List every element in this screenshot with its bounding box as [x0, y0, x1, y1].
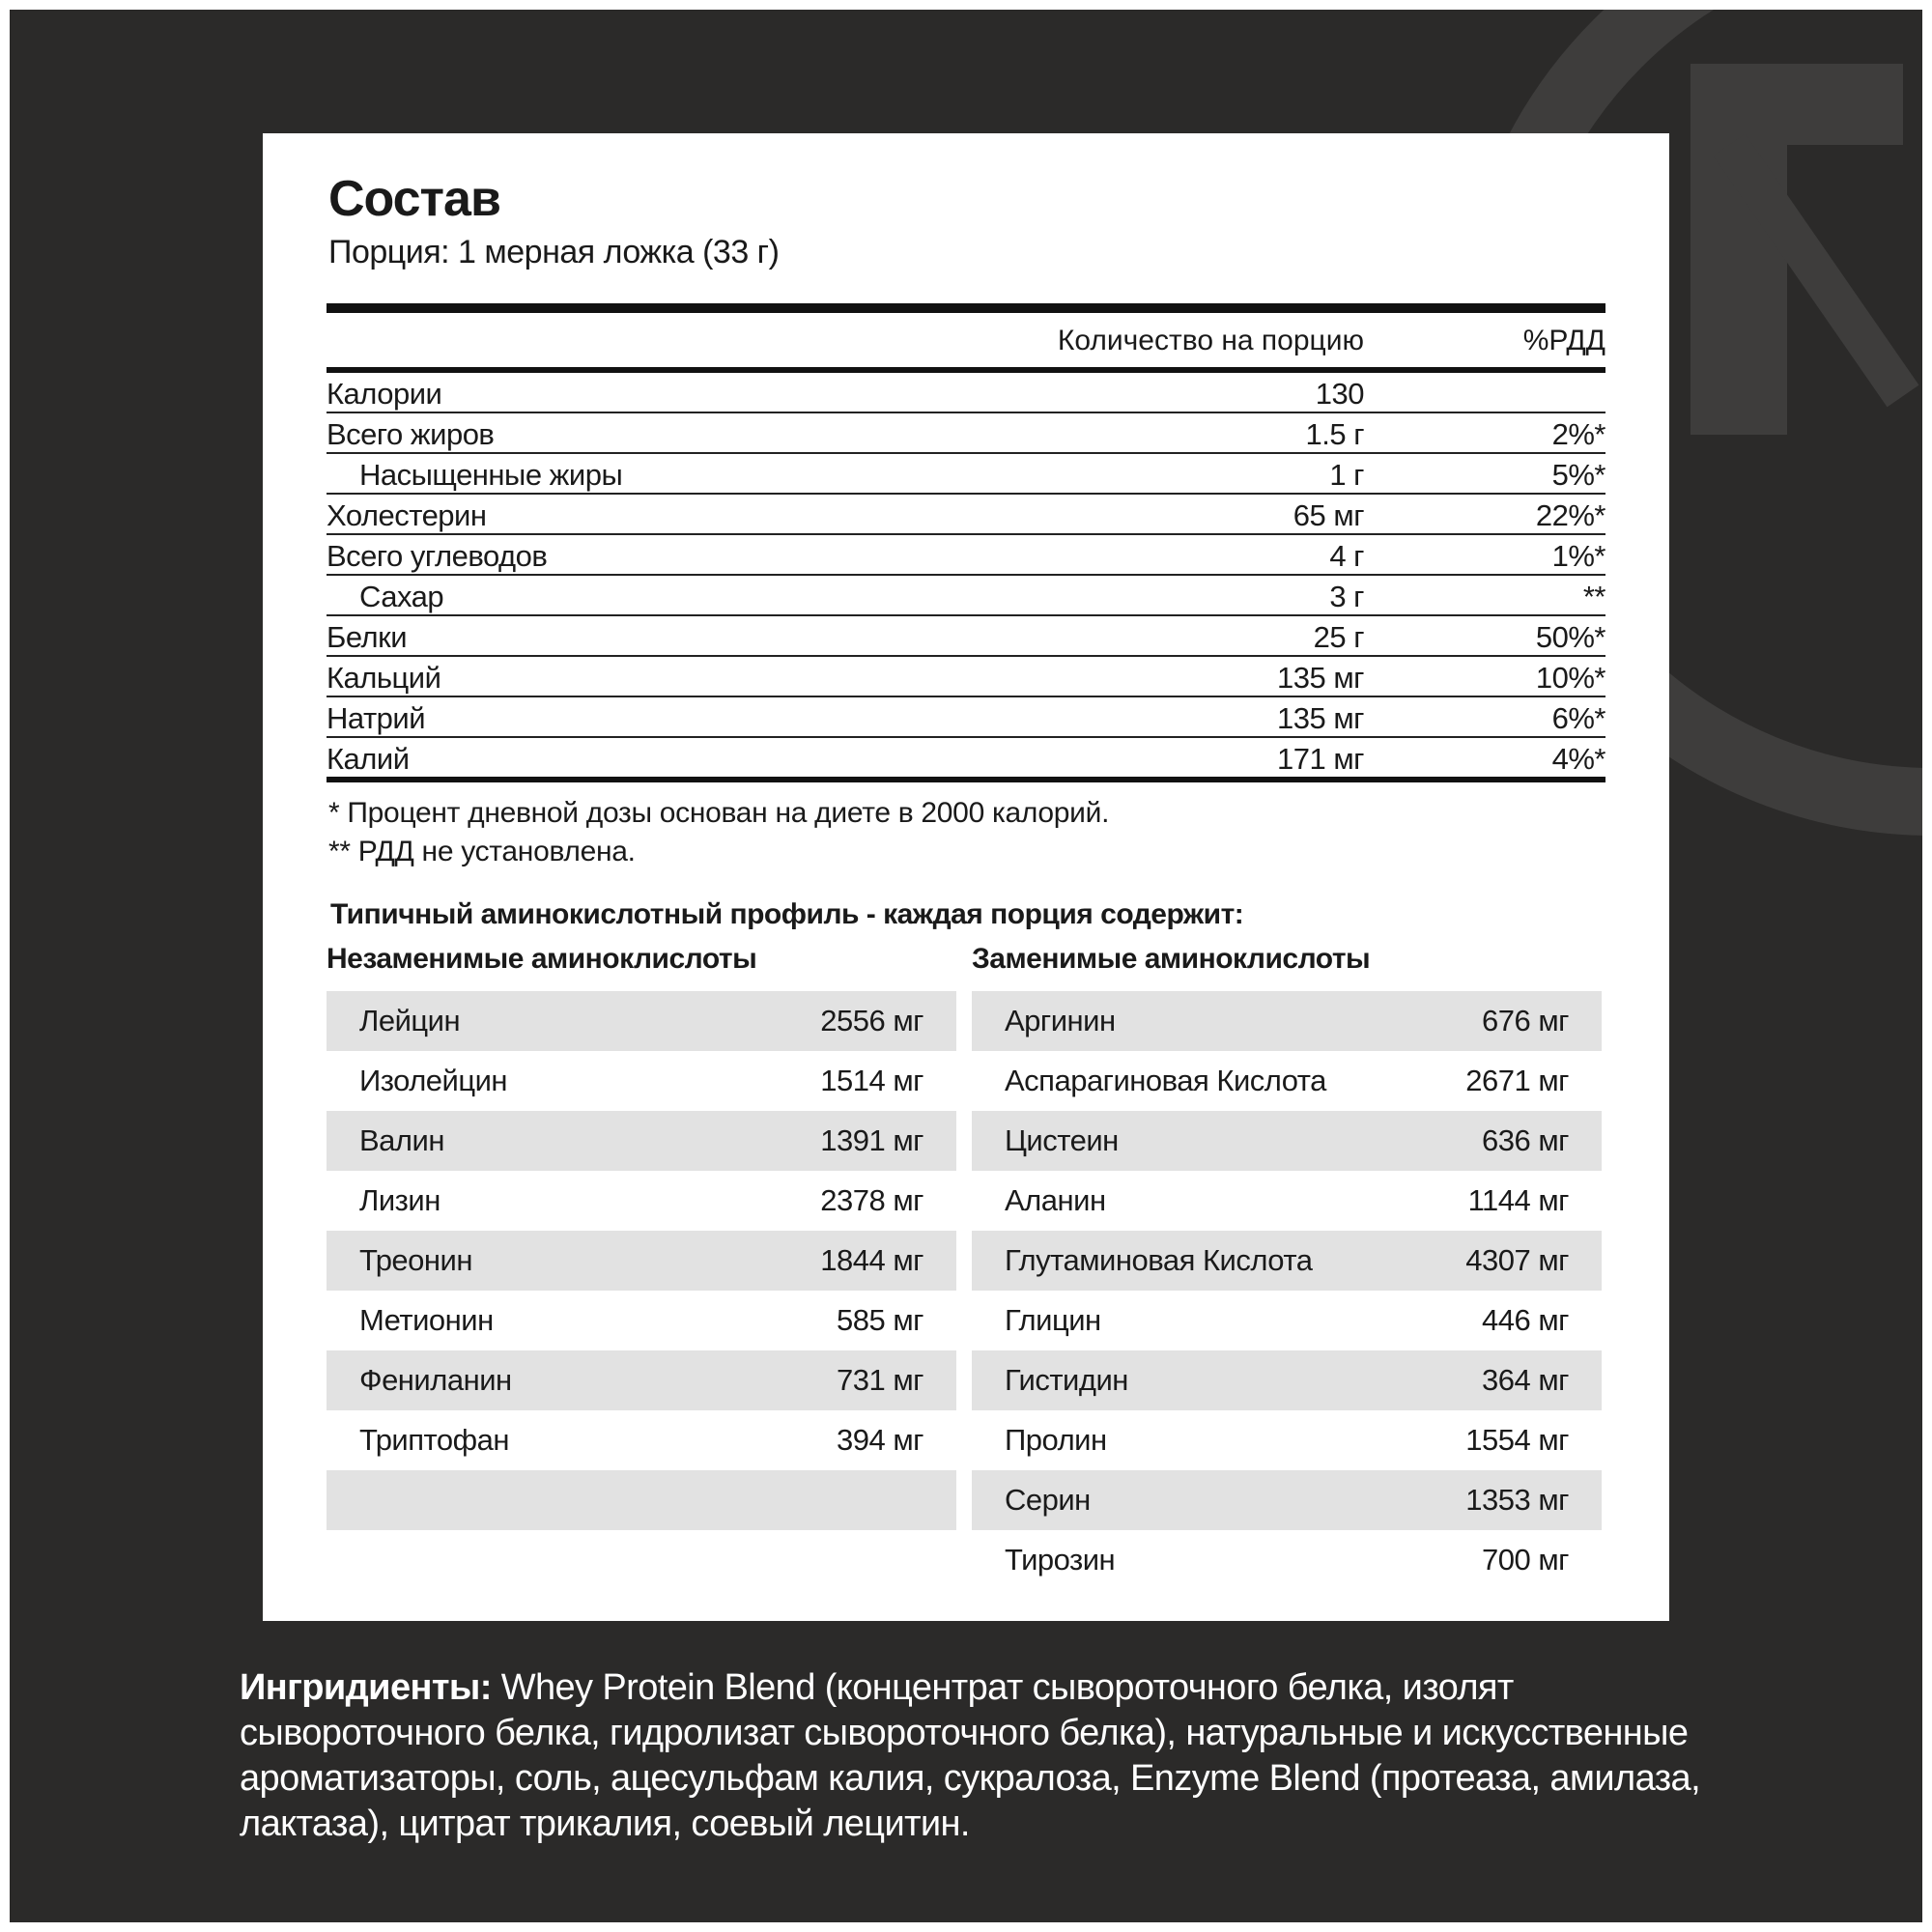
nonessential-heading: Заменимые аминоклислоты [972, 943, 1371, 975]
nutrient-name: Калий [327, 742, 410, 776]
header-amount: Количество на порцию [1057, 325, 1364, 356]
nutrient-amount: 171 мг [1277, 742, 1364, 776]
amino-row [972, 1350, 1602, 1410]
amino-value: 2378 мг [820, 1183, 923, 1217]
nutrition-row [327, 576, 1605, 616]
amino-row-empty [327, 1470, 956, 1530]
nutrition-row [327, 535, 1605, 576]
nutrition-header [327, 313, 1605, 373]
amino-name: Аспарагиновая Кислота [1005, 1064, 1326, 1097]
nutrition-row [327, 495, 1605, 535]
amino-value: 364 мг [1482, 1363, 1569, 1397]
nutrition-table [327, 303, 1605, 782]
amino-name: Метионин [359, 1303, 494, 1337]
nutrient-amount: 1 г [1329, 458, 1364, 492]
essential-heading: Незаменимые аминоклислоты [327, 943, 757, 975]
nutrient-amount: 135 мг [1277, 661, 1364, 695]
amino-row [327, 1410, 956, 1470]
amino-value: 1554 мг [1465, 1423, 1569, 1457]
amino-value: 446 мг [1482, 1303, 1569, 1337]
amino-name: Серин [1005, 1483, 1091, 1517]
ingredients-text: Whey Protein Blend (концентрат сывороточного белка, изолят сывороточного белка, гидролизат сывороточного белка), натуральные и искусственные ароматизаторы, соль, ацесульфам калия, сукралоза, Enzyme Blend (протеаза, амилаза, лактаза), цитрат трикалия, соевый лецитин. [240, 1667, 1701, 1844]
nutrient-name: Насыщенные жиры [359, 458, 623, 492]
nutrient-amount: 25 г [1313, 620, 1364, 654]
nutrient-amount: 4 г [1329, 539, 1364, 573]
amino-value: 2556 мг [820, 1004, 923, 1037]
amino-value: 394 мг [837, 1423, 923, 1457]
amino-value: 2671 мг [1465, 1064, 1569, 1097]
nutrition-row [327, 373, 1605, 413]
nutrient-amount: 3 г [1329, 580, 1364, 613]
amino-row [972, 1231, 1602, 1291]
amino-profile-title: Типичный аминокислотный профиль - каждая порция содержит: [330, 898, 1244, 930]
nutrient-name: Холестерин [327, 498, 487, 532]
page-title: Состав [328, 171, 500, 227]
nutrition-row [327, 697, 1605, 738]
amino-value: 676 мг [1482, 1004, 1569, 1037]
ingredients-label: Ингридиенты: [240, 1667, 492, 1708]
nutrient-dv: 5%* [1551, 458, 1605, 492]
nutrient-dv: 2%* [1551, 417, 1605, 451]
nutrient-amount: 130 [1315, 377, 1364, 411]
amino-row [972, 1470, 1602, 1530]
amino-row [972, 1291, 1602, 1350]
nutrient-dv: 1%* [1551, 539, 1605, 573]
amino-row [972, 1171, 1602, 1231]
essential-amino-list [327, 991, 956, 1530]
amino-name: Аланин [1005, 1183, 1106, 1217]
header-dv: %РДД [1522, 325, 1605, 356]
amino-name: Пролин [1005, 1423, 1107, 1457]
nutrition-row [327, 657, 1605, 697]
amino-name: Цистеин [1005, 1123, 1119, 1157]
amino-value: 1391 мг [820, 1123, 923, 1157]
amino-row [327, 991, 956, 1051]
footnotes [328, 794, 1109, 871]
serving-size: Порция: 1 мерная ложка (33 г) [328, 234, 780, 270]
nutrient-dv: 22%* [1535, 498, 1605, 532]
amino-name: Изолейцин [359, 1064, 508, 1097]
nutrient-name: Белки [327, 620, 408, 654]
amino-name: Фениланин [359, 1363, 512, 1397]
nutrient-name: Натрий [327, 701, 426, 735]
amino-row [327, 1291, 956, 1350]
nutrient-name: Всего жиров [327, 417, 495, 451]
amino-name: Аргинин [1005, 1004, 1116, 1037]
nutrition-row [327, 413, 1605, 454]
nutrient-amount: 65 мг [1293, 498, 1364, 532]
amino-value: 636 мг [1482, 1123, 1569, 1157]
nonessential-amino-list [972, 991, 1602, 1590]
amino-row [327, 1051, 956, 1111]
amino-name: Тирозин [1005, 1543, 1116, 1577]
amino-value: 731 мг [837, 1363, 923, 1397]
nutrient-name: Сахар [359, 580, 444, 613]
amino-row [972, 1111, 1602, 1171]
nutrient-name: Калории [327, 377, 442, 411]
amino-name: Валин [359, 1123, 444, 1157]
nutrition-row [327, 616, 1605, 657]
amino-row [972, 1410, 1602, 1470]
amino-name: Триптофан [359, 1423, 509, 1457]
amino-name: Глицин [1005, 1303, 1101, 1337]
nutrient-amount: 135 мг [1277, 701, 1364, 735]
amino-name: Треонин [359, 1243, 472, 1277]
amino-value: 4307 мг [1465, 1243, 1569, 1277]
amino-name: Лейцин [359, 1004, 461, 1037]
amino-value: 1844 мг [820, 1243, 923, 1277]
amino-name: Гистидин [1005, 1363, 1128, 1397]
amino-value: 700 мг [1482, 1543, 1569, 1577]
nutrient-dv: 6%* [1551, 701, 1605, 735]
amino-row [972, 1051, 1602, 1111]
amino-row [972, 1530, 1602, 1590]
composition-card [263, 133, 1669, 1621]
footnote-no-dv: ** РДД не установлена. [328, 836, 636, 867]
amino-value: 585 мг [837, 1303, 923, 1337]
ingredients-paragraph [240, 1665, 1727, 1847]
nutrient-amount: 1.5 г [1305, 417, 1364, 451]
nutrient-name: Всего углеводов [327, 539, 548, 573]
amino-value: 1514 мг [820, 1064, 923, 1097]
amino-value: 1144 мг [1467, 1183, 1569, 1217]
amino-row [327, 1231, 956, 1291]
nutrient-dv: 50%* [1535, 620, 1605, 654]
amino-row [327, 1111, 956, 1171]
amino-row [972, 991, 1602, 1051]
amino-name: Глутаминовая Кислота [1005, 1243, 1313, 1277]
nutrient-name: Кальций [327, 661, 441, 695]
footnote-dv: * Процент дневной дозы основан на диете в 2000 калорий. [328, 797, 1110, 829]
amino-row [327, 1350, 956, 1410]
table-top-rule [327, 303, 1605, 313]
nutrient-dv: 10%* [1535, 661, 1605, 695]
nutrition-row [327, 454, 1605, 495]
nutrient-dv: ** [1582, 580, 1605, 613]
amino-row [327, 1171, 956, 1231]
amino-value: 1353 мг [1465, 1483, 1569, 1517]
nutrition-row [327, 738, 1605, 782]
amino-name: Лизин [359, 1183, 440, 1217]
nutrient-dv: 4%* [1551, 742, 1605, 776]
